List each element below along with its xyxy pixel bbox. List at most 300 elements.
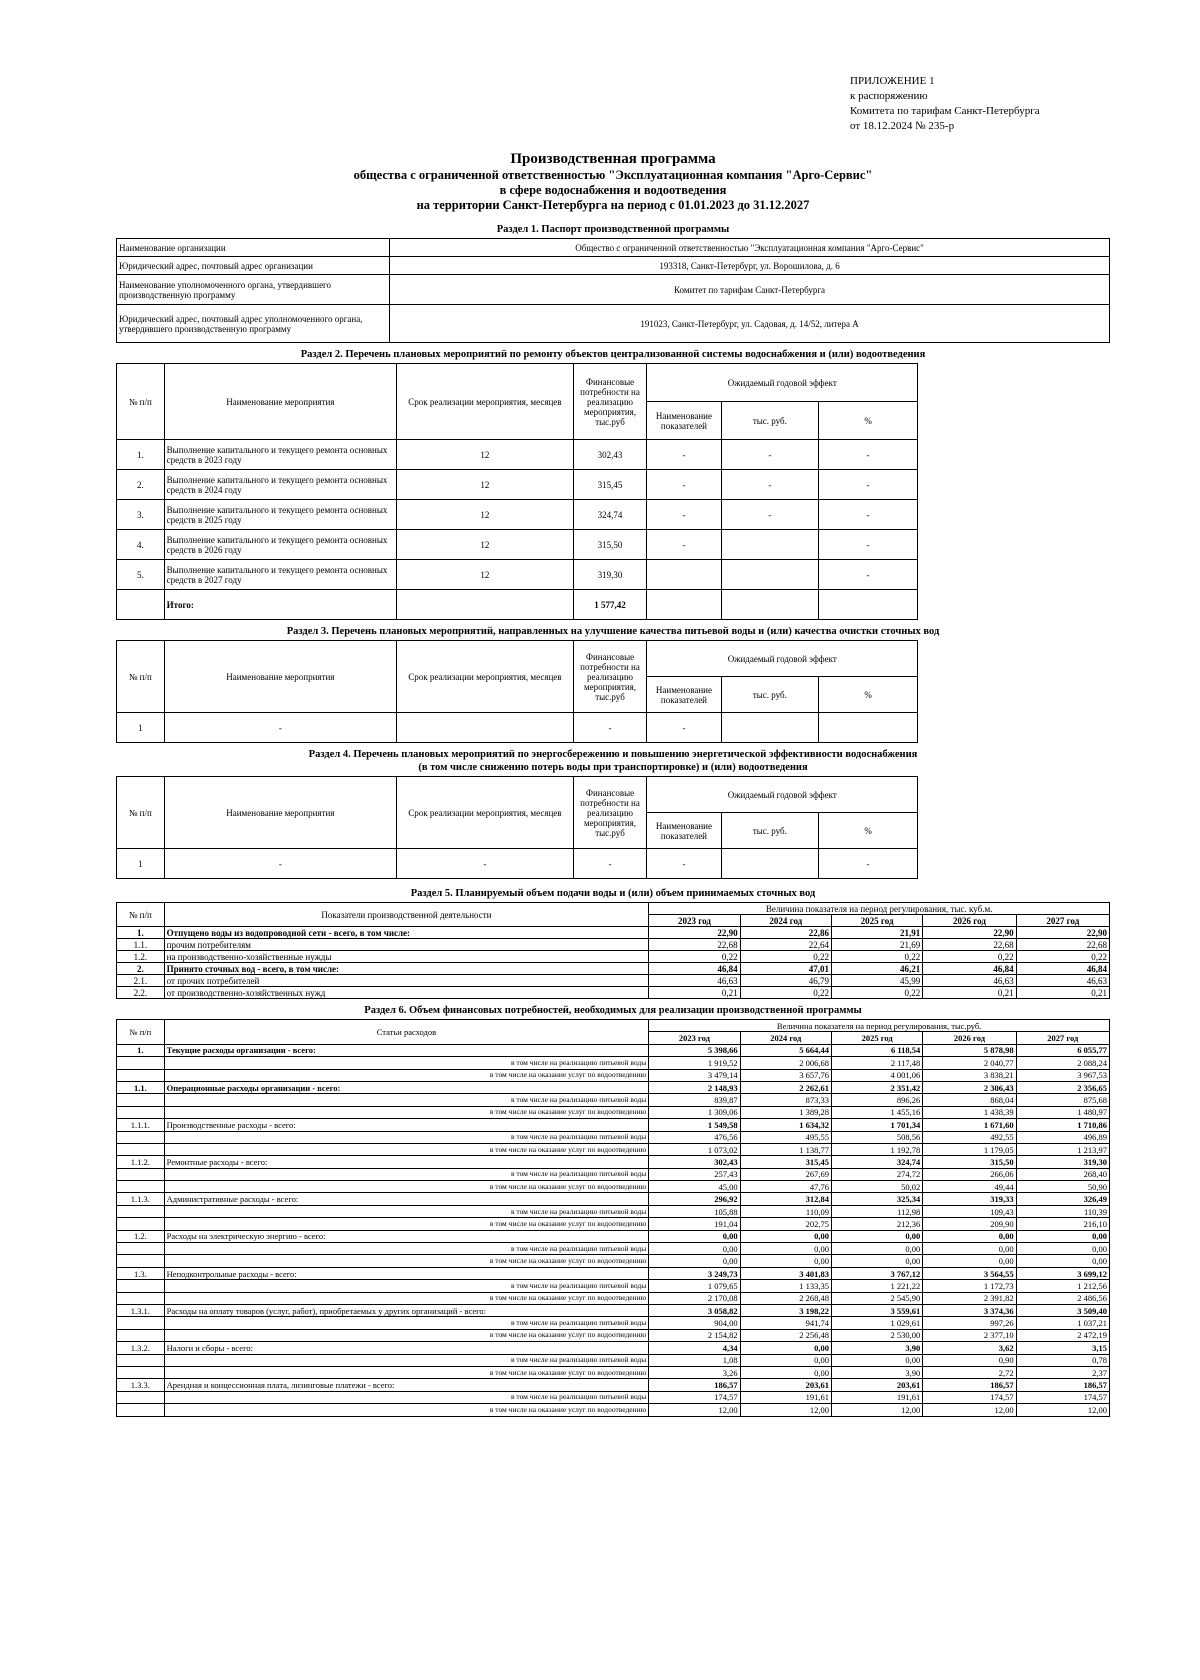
value-cell: 3 767,12	[831, 1267, 922, 1279]
row-label: в том числе на оказание услуг по водоотведению	[164, 1292, 649, 1304]
table-row	[117, 1057, 1110, 1069]
row-num: 1.1.1.	[117, 1119, 165, 1131]
table-row	[117, 1044, 1110, 1056]
value-cell: 45,99	[831, 975, 922, 987]
row-label: на производственно-хозяйственные нужды	[164, 951, 649, 963]
col-header-num: № п/п	[117, 1020, 165, 1045]
table-header-row	[117, 364, 1110, 402]
value-cell: 191,61	[740, 1391, 831, 1403]
value-cell: 2 170,08	[649, 1292, 740, 1304]
value-cell: 109,43	[923, 1205, 1016, 1217]
value-cell: 46,63	[649, 975, 740, 987]
table-row	[117, 1181, 1110, 1193]
row-num: 2.2.	[117, 987, 165, 999]
value-cell: 875,68	[1016, 1094, 1109, 1106]
value-cell: 5 664,44	[740, 1044, 831, 1056]
passport-label: Наименование организации	[117, 239, 390, 257]
activity-rub	[721, 713, 818, 743]
value-cell: 1 213,97	[1016, 1143, 1109, 1155]
activity-name: Выполнение капитального и текущего ремонта основных средств в 2025 году	[164, 500, 396, 530]
value-cell: 324,74	[831, 1156, 922, 1168]
value-cell: 2 530,00	[831, 1329, 922, 1341]
value-cell: 22,90	[1016, 927, 1109, 939]
value-cell: 1 029,61	[831, 1317, 922, 1329]
value-cell: 186,57	[649, 1379, 740, 1391]
value-cell: 0,21	[923, 987, 1016, 999]
table-header-row	[117, 1020, 1110, 1032]
table-row	[117, 1230, 1110, 1242]
value-cell: 186,57	[923, 1379, 1016, 1391]
col-header-ind: Наименование показателей	[647, 677, 721, 713]
table-row	[117, 305, 1110, 343]
value-cell: 0,00	[649, 1243, 740, 1255]
table-row	[117, 1168, 1110, 1180]
table-row	[117, 440, 1110, 470]
row-num: 1.	[117, 440, 165, 470]
value-cell: 1 192,78	[831, 1143, 922, 1155]
value-cell: 1 221,22	[831, 1280, 922, 1292]
value-cell: 4,34	[649, 1342, 740, 1354]
appendix-line: ПРИЛОЖЕНИЕ 1	[850, 75, 935, 87]
value-cell: 1 634,32	[740, 1119, 831, 1131]
value-cell: 1 438,39	[923, 1106, 1016, 1118]
activity-rub	[721, 560, 818, 590]
activity-pct: -	[819, 849, 918, 879]
col-header-effect: Ожидаемый годовой эффект	[647, 777, 918, 813]
value-cell: 3 401,83	[740, 1267, 831, 1279]
row-num: 1	[117, 713, 165, 743]
table-row	[117, 275, 1110, 305]
row-num: 1.3.1.	[117, 1304, 165, 1316]
value-cell: 216,10	[1016, 1218, 1109, 1230]
value-cell: 45,00	[649, 1181, 740, 1193]
value-cell: 50,90	[1016, 1181, 1109, 1193]
energy-activities-table	[116, 776, 1110, 879]
table-row	[117, 1131, 1110, 1143]
activity-term: -	[397, 849, 574, 879]
value-cell: 0,00	[740, 1342, 831, 1354]
row-label: Расходы на оплату товаров (услуг, работ), приобретаемых у других организаций - всего:	[164, 1304, 649, 1316]
table-row	[117, 1069, 1110, 1081]
col-header-ind: Наименование показателей	[647, 813, 721, 849]
activity-pct: -	[819, 560, 918, 590]
value-cell: 3 838,21	[923, 1069, 1016, 1081]
value-cell: 2 545,90	[831, 1292, 922, 1304]
col-header-num: № п/п	[117, 777, 165, 849]
value-cell: 112,98	[831, 1205, 922, 1217]
value-cell: 2 154,82	[649, 1329, 740, 1341]
row-num: 1.1.	[117, 1081, 165, 1093]
value-cell: 46,21	[831, 963, 922, 975]
section-6-heading: Раздел 6. Объем финансовых потребностей, необходимых для реализации производственной программы	[364, 1005, 862, 1016]
row-num	[117, 1366, 165, 1378]
col-header-name: Наименование мероприятия	[164, 777, 396, 849]
col-header-num: № п/п	[117, 364, 165, 440]
value-cell: 0,00	[1016, 1255, 1109, 1267]
value-cell: 22,68	[649, 939, 740, 951]
row-num: 1.3.	[117, 1267, 165, 1279]
value-cell: 312,84	[740, 1193, 831, 1205]
value-cell: 47,01	[740, 963, 831, 975]
value-cell: 2 006,68	[740, 1057, 831, 1069]
passport-value: Комитет по тарифам Санкт-Петербурга	[390, 275, 1110, 305]
value-cell: 3 699,12	[1016, 1267, 1109, 1279]
value-cell: 1 389,28	[740, 1106, 831, 1118]
value-cell: 1 133,35	[740, 1280, 831, 1292]
value-cell: 2 262,61	[740, 1081, 831, 1093]
value-cell: 0,22	[740, 987, 831, 999]
activity-ind: -	[647, 713, 721, 743]
value-cell: 3 657,76	[740, 1069, 831, 1081]
value-cell: 3 374,36	[923, 1304, 1016, 1316]
value-cell: 0,90	[923, 1354, 1016, 1366]
row-num: 2.	[117, 963, 165, 975]
activity-name: Выполнение капитального и текущего ремонта основных средств в 2027 году	[164, 560, 396, 590]
activity-pct: -	[819, 500, 918, 530]
value-cell: 0,00	[923, 1230, 1016, 1242]
table-row	[117, 713, 1110, 743]
col-header-year: 2024 год	[740, 1032, 831, 1044]
row-label: Неподконтрольные расходы - всего:	[164, 1267, 649, 1279]
table-row	[117, 1094, 1110, 1106]
value-cell: 2 256,48	[740, 1329, 831, 1341]
col-header-rub: тыс. руб.	[721, 402, 818, 440]
row-num	[117, 1106, 165, 1118]
col-header-term: Срок реализации мероприятия, месяцев	[397, 641, 574, 713]
value-cell: 191,04	[649, 1218, 740, 1230]
table-row	[117, 1366, 1110, 1378]
table-row	[117, 530, 1110, 560]
row-num: 5.	[117, 560, 165, 590]
activity-rub	[721, 530, 818, 560]
table-row	[117, 963, 1110, 975]
table-row	[117, 1193, 1110, 1205]
title-main: Производственная программа	[510, 151, 716, 167]
passport-table	[116, 238, 1110, 343]
value-cell: 2 117,48	[831, 1057, 922, 1069]
table-row	[117, 1317, 1110, 1329]
value-cell: 0,00	[649, 1230, 740, 1242]
row-label: от производственно-хозяйственных нужд	[164, 987, 649, 999]
col-header-name: Наименование мероприятия	[164, 641, 396, 713]
value-cell: 0,00	[831, 1243, 922, 1255]
value-cell: 0,00	[740, 1255, 831, 1267]
value-cell: 3 967,53	[1016, 1069, 1109, 1081]
row-label: в том числе на реализацию питьевой воды	[164, 1168, 649, 1180]
row-label: Налоги и сборы - всего:	[164, 1342, 649, 1354]
activity-pct: -	[819, 530, 918, 560]
row-label: Отпущено воды из водопроводной сети - всего, в том числе:	[164, 927, 649, 939]
financial-table-body	[117, 1044, 1110, 1416]
passport-label: Юридический адрес, почтовый адрес уполномоченного органа, утвердившего производственную программу	[117, 305, 390, 343]
activity-term: 12	[397, 530, 574, 560]
value-cell: 1 710,86	[1016, 1119, 1109, 1131]
value-cell: 3 479,14	[649, 1069, 740, 1081]
row-label: в том числе на оказание услуг по водоотведению	[164, 1069, 649, 1081]
activity-ind: -	[647, 440, 721, 470]
table-row	[117, 1329, 1110, 1341]
row-label: в том числе на оказание услуг по водоотведению	[164, 1181, 649, 1193]
value-cell: 302,43	[649, 1156, 740, 1168]
value-cell: 50,02	[831, 1181, 922, 1193]
value-cell: 1,08	[649, 1354, 740, 1366]
activity-ind: -	[647, 849, 721, 879]
value-cell: 508,56	[831, 1131, 922, 1143]
col-header-effect: Ожидаемый годовой эффект	[647, 641, 918, 677]
table-total-row	[117, 590, 1110, 620]
col-header-items: Статьи расходов	[164, 1020, 649, 1045]
row-num: 1.	[117, 927, 165, 939]
row-label: Арендная и концессионная плата, лизинговые платежи - всего:	[164, 1379, 649, 1391]
value-cell: 326,49	[1016, 1193, 1109, 1205]
col-header-ind: Наименование показателей	[647, 402, 721, 440]
row-num	[117, 1404, 165, 1416]
value-cell: 266,06	[923, 1168, 1016, 1180]
financial-needs-table	[116, 1019, 1110, 1417]
row-num	[117, 1131, 165, 1143]
value-cell: 896,26	[831, 1094, 922, 1106]
value-cell: 0,78	[1016, 1354, 1109, 1366]
activity-name: -	[164, 713, 396, 743]
activity-fin: -	[573, 713, 646, 743]
table-header-row	[117, 903, 1110, 915]
value-cell: 2 351,42	[831, 1081, 922, 1093]
value-cell: 1 073,02	[649, 1143, 740, 1155]
value-cell: 257,43	[649, 1168, 740, 1180]
section-4-heading: Раздел 4. Перечень плановых мероприятий по энергосбережению и повышению энергетической эффективности водоснабжения	[308, 749, 918, 760]
activity-name: Выполнение капитального и текущего ремонта основных средств в 2026 году	[164, 530, 396, 560]
col-header-year: 2024 год	[740, 915, 831, 927]
value-cell: 3 249,73	[649, 1267, 740, 1279]
value-cell: 0,00	[923, 1255, 1016, 1267]
value-cell: 0,00	[831, 1255, 922, 1267]
value-cell: 5 398,66	[649, 1044, 740, 1056]
table-row	[117, 939, 1110, 951]
row-label: в том числе на реализацию питьевой воды	[164, 1057, 649, 1069]
value-cell: 12,00	[831, 1404, 922, 1416]
value-cell: 46,63	[1016, 975, 1109, 987]
value-cell: 47,76	[740, 1181, 831, 1193]
value-cell: 46,84	[649, 963, 740, 975]
row-label: в том числе на реализацию питьевой воды	[164, 1317, 649, 1329]
table-header-row	[117, 777, 1110, 813]
quality-activities-table	[116, 640, 1110, 743]
value-cell: 1 549,58	[649, 1119, 740, 1131]
row-num: 1.2.	[117, 951, 165, 963]
value-cell: 0,00	[740, 1230, 831, 1242]
value-cell: 267,69	[740, 1168, 831, 1180]
value-cell: 0,22	[649, 951, 740, 963]
value-cell: 0,21	[1016, 987, 1109, 999]
value-cell: 22,90	[923, 927, 1016, 939]
passport-value: Общество с ограниченной ответственностью "Эксплуатационная компания "Арго-Сервис"	[390, 239, 1110, 257]
row-label: Административные расходы - всего:	[164, 1193, 649, 1205]
value-cell: 110,39	[1016, 1205, 1109, 1217]
value-cell: 1 037,21	[1016, 1317, 1109, 1329]
value-cell: 22,68	[1016, 939, 1109, 951]
row-label: Ремонтные расходы - всего:	[164, 1156, 649, 1168]
col-header-pct: %	[819, 677, 918, 713]
row-num: 1.3.2.	[117, 1342, 165, 1354]
row-num: 1.1.2.	[117, 1156, 165, 1168]
value-cell: 2 377,10	[923, 1329, 1016, 1341]
row-label: в том числе на реализацию питьевой воды	[164, 1205, 649, 1217]
table-row	[117, 951, 1110, 963]
activity-pct: -	[819, 470, 918, 500]
appendix-block	[850, 74, 1040, 134]
value-cell: 174,57	[1016, 1391, 1109, 1403]
value-cell: 2 268,48	[740, 1292, 831, 1304]
table-row	[117, 1119, 1110, 1131]
row-num: 3.	[117, 500, 165, 530]
value-cell: 2 306,43	[923, 1081, 1016, 1093]
volume-table-body	[117, 927, 1110, 999]
row-label: в том числе на оказание услуг по водоотведению	[164, 1404, 649, 1416]
row-num	[117, 1280, 165, 1292]
section-2-heading: Раздел 2. Перечень плановых мероприятий по ремонту объектов централизованной системы водоснабжения и (или) водоотведения	[300, 349, 926, 360]
row-label: в том числе на реализацию питьевой воды	[164, 1243, 649, 1255]
col-header-fin: Финансовые потребности на реализацию мероприятия, тыс.руб	[573, 364, 646, 440]
row-num: 1.1.	[117, 939, 165, 951]
table-row	[117, 1404, 1110, 1416]
col-header-period: Величина показателя на период регулирования, тыс. куб.м.	[649, 903, 1110, 915]
value-cell: 0,00	[740, 1366, 831, 1378]
value-cell: 4 001,06	[831, 1069, 922, 1081]
row-label: в том числе на реализацию питьевой воды	[164, 1094, 649, 1106]
col-header-year: 2025 год	[831, 915, 922, 927]
row-label: Операционные расходы организации - всего:	[164, 1081, 649, 1093]
col-header-year: 2027 год	[1016, 915, 1109, 927]
value-cell: 105,88	[649, 1205, 740, 1217]
value-cell: 873,33	[740, 1094, 831, 1106]
col-header-rub: тыс. руб.	[721, 813, 818, 849]
value-cell: 174,57	[923, 1391, 1016, 1403]
activity-term	[397, 713, 574, 743]
value-cell: 1 212,56	[1016, 1280, 1109, 1292]
col-header-year: 2023 год	[649, 1032, 740, 1044]
value-cell: 46,84	[1016, 963, 1109, 975]
activity-ind: -	[647, 500, 721, 530]
col-header-pct: %	[819, 813, 918, 849]
row-label: Принято сточных вод - всего, в том числе:	[164, 963, 649, 975]
table-header-row	[117, 641, 1110, 677]
value-cell: 2 040,77	[923, 1057, 1016, 1069]
table-row	[117, 1243, 1110, 1255]
table-row	[117, 1379, 1110, 1391]
document-title	[116, 150, 1110, 213]
value-cell: 0,22	[740, 951, 831, 963]
row-label: в том числе на реализацию питьевой воды	[164, 1280, 649, 1292]
activity-ind	[647, 560, 721, 590]
value-cell: 0,00	[649, 1255, 740, 1267]
table-row	[117, 975, 1110, 987]
value-cell: 2 391,82	[923, 1292, 1016, 1304]
row-num	[117, 1292, 165, 1304]
col-header-term: Срок реализации мероприятия, месяцев	[397, 777, 574, 849]
row-label: Текущие расходы организации - всего:	[164, 1044, 649, 1056]
value-cell: 839,87	[649, 1094, 740, 1106]
appendix-line: от 18.12.2024 № 235-р	[850, 120, 955, 132]
value-cell: 5 878,98	[923, 1044, 1016, 1056]
value-cell: 3 564,55	[923, 1267, 1016, 1279]
value-cell: 2 472,19	[1016, 1329, 1109, 1341]
activity-fin: 315,45	[573, 470, 646, 500]
passport-value: 191023, Санкт-Петербург, ул. Садовая, д. 14/52, литера А	[390, 305, 1110, 343]
activity-term: 12	[397, 560, 574, 590]
row-num: 1.2.	[117, 1230, 165, 1242]
value-cell: 22,68	[923, 939, 1016, 951]
value-cell: 296,92	[649, 1193, 740, 1205]
row-label: Производственные расходы - всего:	[164, 1119, 649, 1131]
row-num: 1.1.3.	[117, 1193, 165, 1205]
value-cell: 2 356,65	[1016, 1081, 1109, 1093]
appendix-line: к распоряжению	[850, 90, 928, 102]
row-label: в том числе на оказание услуг по водоотведению	[164, 1255, 649, 1267]
volume-table	[116, 902, 1110, 999]
table-row	[117, 1267, 1110, 1279]
table-row	[117, 849, 1110, 879]
activity-name: -	[164, 849, 396, 879]
value-cell: 202,75	[740, 1218, 831, 1230]
value-cell: 3 058,82	[649, 1304, 740, 1316]
col-header-year: 2025 год	[831, 1032, 922, 1044]
row-num	[117, 1354, 165, 1366]
row-label: в том числе на оказание услуг по водоотведению	[164, 1143, 649, 1155]
table-row	[117, 1081, 1110, 1093]
table-row	[117, 1218, 1110, 1230]
activity-rub: -	[721, 470, 818, 500]
value-cell: 46,84	[923, 963, 1016, 975]
value-cell: 203,61	[831, 1379, 922, 1391]
row-label: в том числе на реализацию питьевой воды	[164, 1131, 649, 1143]
value-cell: 1 309,06	[649, 1106, 740, 1118]
row-num	[117, 1329, 165, 1341]
value-cell: 1 079,65	[649, 1280, 740, 1292]
appendix-line: Комитета по тарифам Санкт-Петербурга	[850, 105, 1040, 117]
value-cell: 3 198,22	[740, 1304, 831, 1316]
table-row	[117, 257, 1110, 275]
col-header-fin: Финансовые потребности на реализацию мероприятия, тыс.руб	[573, 777, 646, 849]
value-cell: 0,22	[831, 987, 922, 999]
row-label: в том числе на реализацию питьевой воды	[164, 1391, 649, 1403]
row-num	[117, 1218, 165, 1230]
row-num: 1.3.3.	[117, 1379, 165, 1391]
activity-rub: -	[721, 440, 818, 470]
col-header-year: 2026 год	[923, 1032, 1016, 1044]
value-cell: 274,72	[831, 1168, 922, 1180]
row-num	[117, 1255, 165, 1267]
value-cell: 3,15	[1016, 1342, 1109, 1354]
value-cell: 3,90	[831, 1366, 922, 1378]
value-cell: 496,89	[1016, 1131, 1109, 1143]
value-cell: 3,62	[923, 1342, 1016, 1354]
row-num	[117, 1205, 165, 1217]
value-cell: 3,26	[649, 1366, 740, 1378]
title-line: в сфере водоснабжения и водоотведения	[499, 183, 727, 197]
table-row	[117, 927, 1110, 939]
table-row	[117, 987, 1110, 999]
row-label: в том числе на оказание услуг по водоотведению	[164, 1218, 649, 1230]
value-cell: 1 179,05	[923, 1143, 1016, 1155]
col-header-effect: Ожидаемый годовой эффект	[647, 364, 918, 402]
value-cell: 46,79	[740, 975, 831, 987]
value-cell: 2,37	[1016, 1366, 1109, 1378]
value-cell: 174,57	[649, 1391, 740, 1403]
activity-term: 12	[397, 470, 574, 500]
row-label: прочим потребителям	[164, 939, 649, 951]
col-header-year: 2026 год	[923, 915, 1016, 927]
activity-fin: 324,74	[573, 500, 646, 530]
